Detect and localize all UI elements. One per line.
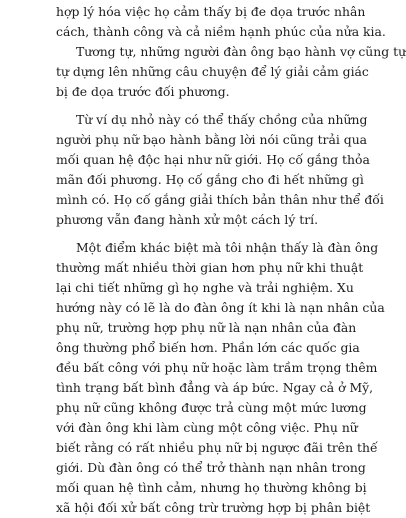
text-line: tự dựng lên những câu chuyện để lý giải cảm giác xyxy=(56,64,369,79)
body-text xyxy=(56,2,406,518)
text-line: với đàn ông khi làm cùng một công việc. Phụ nữ xyxy=(56,420,358,435)
text-line: Từ ví dụ nhỏ này có thể thấy chồng của những xyxy=(76,112,368,127)
text-line: Một điểm khác biệt mà tôi nhận thấy là đàn ông xyxy=(76,240,379,255)
text-line: mãn đối phương. Họ cố gắng cho đi hết những gì xyxy=(56,172,364,187)
text-line: biết rằng có rất nhiều phụ nữ bị ngược đãi trên thế xyxy=(56,440,378,455)
text-line: mình có. Họ cố gắng giải thích bản thân như thể đối xyxy=(56,192,384,207)
text-line: tình trạng bất bình đẳng và áp bức. Ngay cả ở Mỹ, xyxy=(56,380,374,395)
text-line: mối quan hệ độc hại như nữ giới. Họ cố gắng thỏa xyxy=(56,152,370,167)
text-line: xã hội đối xử bất công trừ trường hợp bị phân biệt xyxy=(56,500,371,515)
paragraph-1 xyxy=(56,2,406,102)
text-line: bị đe dọa trước đối phương. xyxy=(56,84,230,99)
text-line: người phụ nữ bạo hành bằng lời nói cũng trải qua xyxy=(56,132,368,147)
text-line: giới. Dù đàn ông có thể trở thành nạn nhân trong xyxy=(56,460,366,475)
text-line: thường mất nhiều thời gian hơn phụ nữ khi thuật xyxy=(56,260,364,275)
text-line: đều bất công với phụ nữ hoặc làm trầm trọng thêm xyxy=(56,360,378,375)
paragraph-3 xyxy=(56,238,385,518)
text-line: phụ nữ, trường hợp phụ nữ là nạn nhân của đàn xyxy=(56,320,357,335)
paragraph-2 xyxy=(56,110,384,230)
text-line: phương vẫn đang hành xử một cách lý trí. xyxy=(56,212,319,227)
text-line: Tương tự, những người đàn ông bạo hành vợ cũng tự xyxy=(76,44,406,59)
text-line: ông thường phổ biến hơn. Phần lớn các quốc gia xyxy=(56,340,360,355)
text-line: mối quan hệ tình cảm, nhưng họ thường không bị xyxy=(56,480,367,495)
text-line: hợp lý hóa việc họ cảm thấy bị đe dọa trước nhân xyxy=(56,4,366,19)
text-line: lại chi tiết những gì họ nghe và trải nghiệm. Xu xyxy=(56,280,354,295)
text-line: hướng này có lẽ là do đàn ông ít khi là nạn nhân của xyxy=(56,300,385,315)
text-line: phụ nữ cũng không được trả cùng một mức lương xyxy=(56,400,367,415)
text-line: cách, thành công và cả niềm hạnh phúc của nửa kia. xyxy=(56,24,386,39)
